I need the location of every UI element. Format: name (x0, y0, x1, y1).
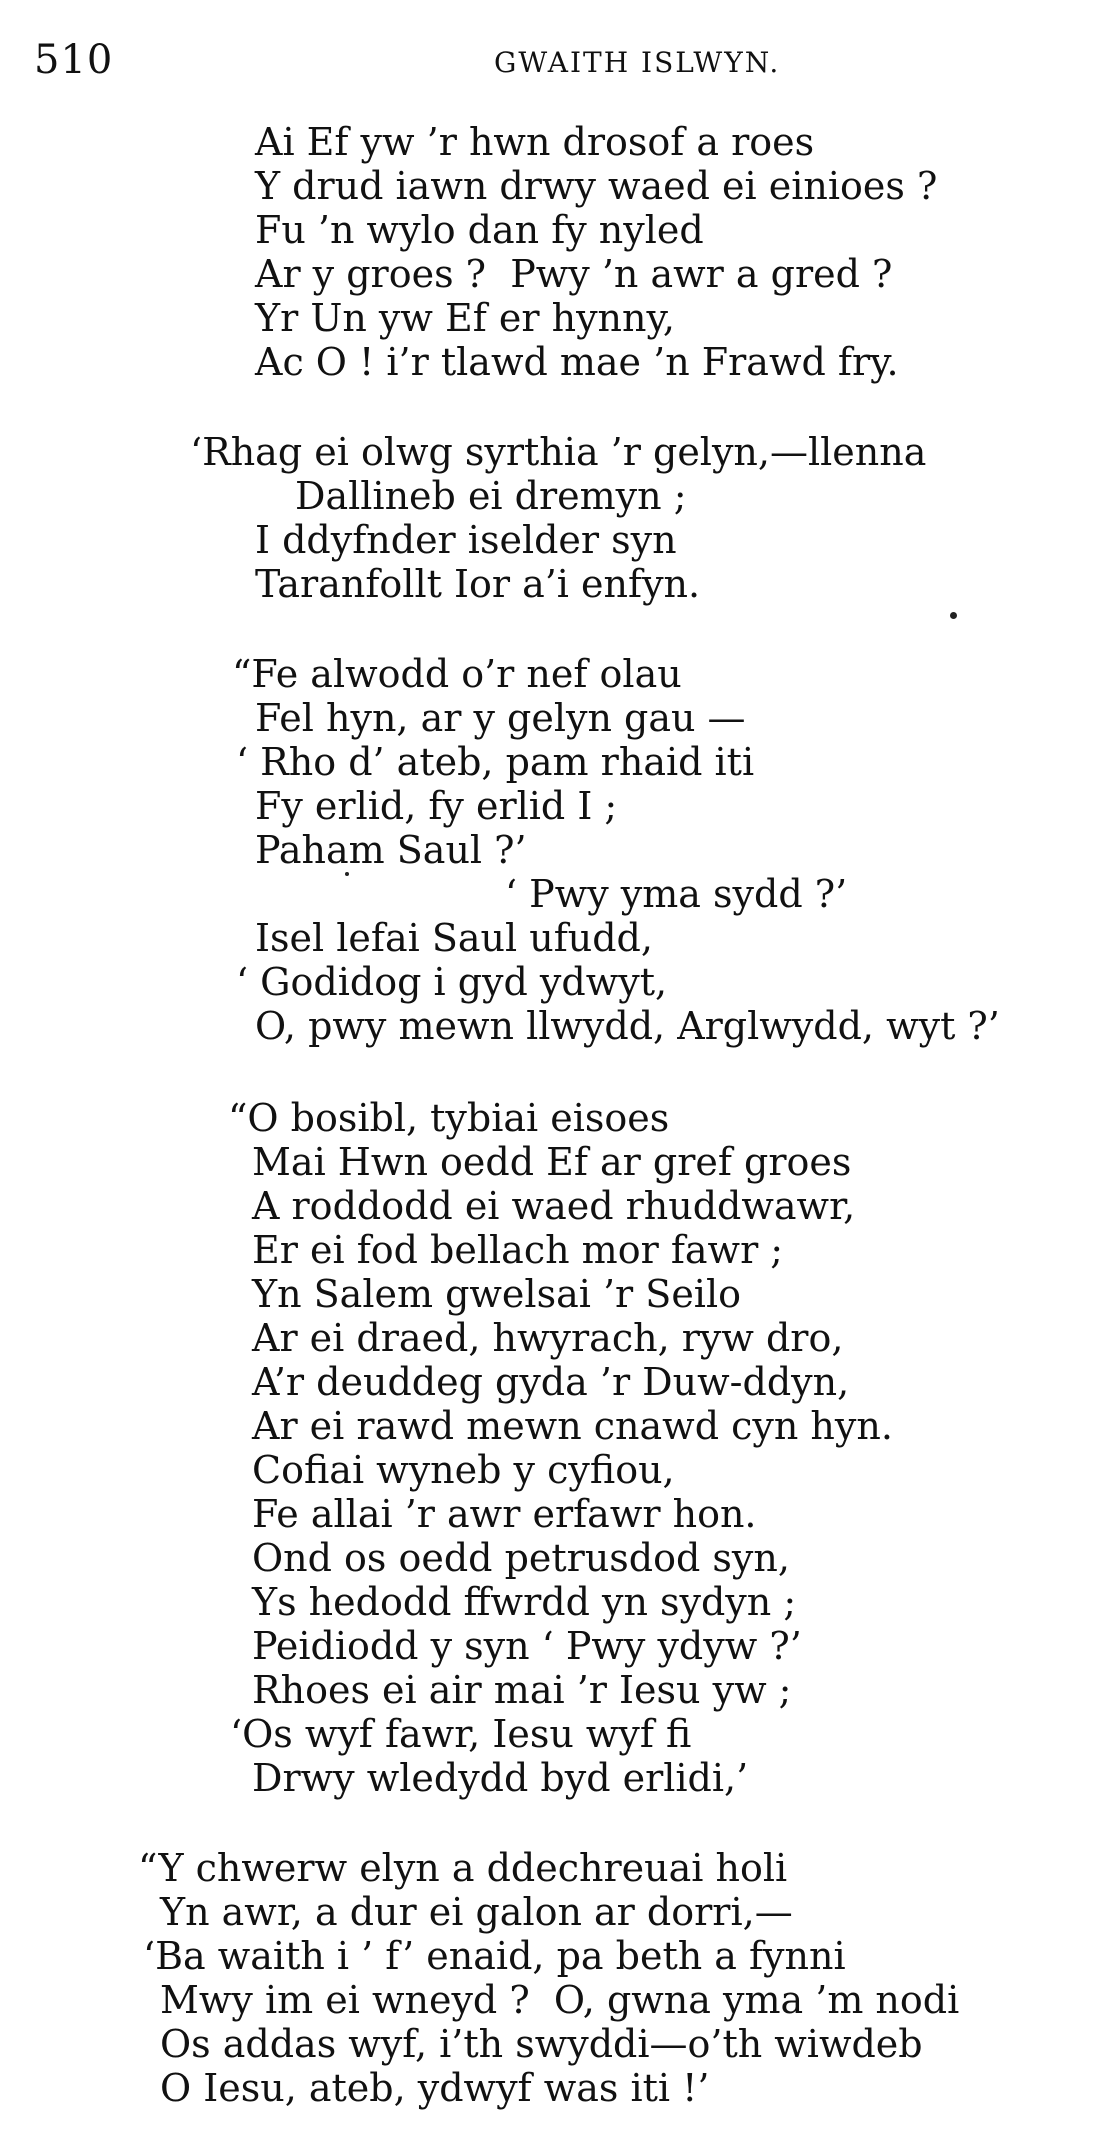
verse-line: Fe allai ’r awr erfawr hon. (252, 1492, 757, 1536)
verse-line: “Y chwerw elyn a ddechreuai holi (138, 1846, 788, 1890)
verse-line: Isel lefai Saul ufudd, (255, 916, 653, 960)
verse-line: ‘Ba waith i ’ f’ enaid, pa beth a fynni (143, 1934, 846, 1978)
verse-line: Os addas wyf, i’th swyddi—o’th wiwdeb (160, 2022, 923, 2066)
verse-line: ‘ Godidog i gyd ydwyt, (236, 960, 668, 1004)
verse-line: Fu ’n wylo dan fy nyled (255, 208, 704, 252)
verse-line: Dallineb ei dremyn ; (295, 474, 687, 518)
verse-line: Ar ei draed, hwyrach, ryw dro, (252, 1316, 844, 1360)
verse-line: Yn Salem gwelsai ’r Seilo (252, 1272, 741, 1316)
verse-line: Drwy wledydd byd erlidi,’ (252, 1756, 749, 1800)
verse-line: Er ei fod bellach mor fawr ; (252, 1228, 784, 1272)
ink-speck (950, 612, 957, 619)
verse-line: Cofiai wyneb y cyfiou, (252, 1448, 675, 1492)
verse-line: A roddodd ei waed rhuddwawr, (252, 1184, 856, 1228)
running-title: GWAITH ISLWYN. (494, 46, 781, 79)
verse-line: Ys hedodd ffwrdd yn sydyn ; (252, 1580, 797, 1624)
verse-line: Ar y groes ? Pwy ’n awr a gred ? (255, 252, 893, 296)
verse-line: ‘ Pwy yma sydd ?’ (505, 872, 848, 916)
verse-line: O Iesu, ateb, ydwyf was iti !’ (160, 2066, 710, 2110)
verse-line: Mwy im ei wneyd ? O, gwna yma ’m nodi (160, 1978, 960, 2022)
verse-line: “O bosibl, tybiai eisoes (228, 1096, 670, 1140)
verse-line: Rhoes ei air mai ’r Iesu yw ; (252, 1668, 792, 1712)
verse-line: A’r deuddeg gyda ’r Duw-ddyn, (252, 1360, 850, 1404)
verse-line: I ddyfnder iselder syn (255, 518, 677, 562)
ink-speck (345, 872, 349, 876)
verse-line: Peidiodd y syn ‘ Pwy ydyw ?’ (252, 1624, 802, 1668)
verse-line: Fy erlid, fy erlid I ; (255, 784, 618, 828)
verse-line: Y drud iawn drwy waed ei einioes ? (255, 164, 938, 208)
verse-line: ‘Rhag ei olwg syrthia ’r gelyn,—llenna (190, 430, 927, 474)
verse-line: Yn awr, a dur ei galon ar dorri,— (160, 1890, 793, 1934)
verse-line: Fel hyn, ar y gelyn gau — (255, 696, 746, 740)
verse-line: O, pwy mewn llwydd, Arglwydd, wyt ?’ (255, 1004, 1000, 1048)
verse-line: ‘ Rho d’ ateb, pam rhaid iti (236, 740, 755, 784)
page-number: 510 (34, 37, 114, 83)
verse-line: Ai Ef yw ’r hwn drosof a roes (255, 120, 815, 164)
verse-line: Ond os oedd petrusdod syn, (252, 1536, 790, 1580)
verse-line: Ac O ! i’r tlawd mae ’n Frawd fry. (255, 340, 899, 384)
verse-line: Mai Hwn oedd Ef ar gref groes (252, 1140, 852, 1184)
verse-line: Taranfollt Ior a’i enfyn. (255, 562, 701, 606)
verse-line: “Fe alwodd o’r nef olau (232, 652, 682, 696)
verse-line: ‘Os wyf fawr, Iesu wyf fi (230, 1712, 692, 1756)
verse-line: Ar ei rawd mewn cnawd cyn hyn. (252, 1404, 893, 1448)
verse-line: Yr Un yw Ef er hynny, (255, 296, 675, 340)
verse-line: Paham Saul ?’ (255, 828, 527, 872)
